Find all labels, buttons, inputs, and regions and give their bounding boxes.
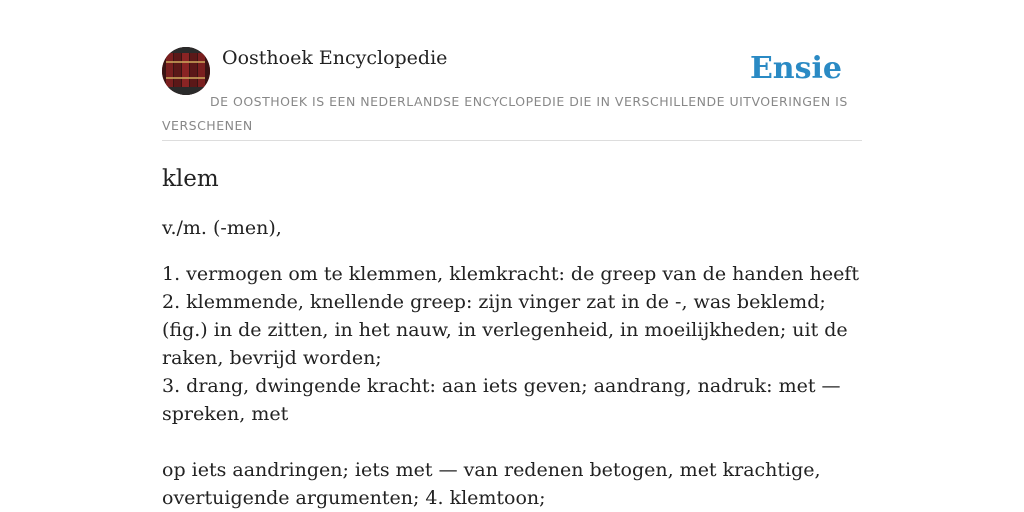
entry-grammar: v./m. (-men), [162, 217, 282, 239]
definition-continuation: op iets aandringen; iets met — van redenen betogen, met krachtige, overtuigende argumenten; 4. klemtoon; [162, 459, 821, 509]
paragraph-gap [162, 428, 872, 456]
entry-content [162, 162, 872, 512]
definition-line: 1. vermogen om te klemmen, klemkracht: de greep van de handen heeft [162, 263, 859, 285]
site-tagline: DE OOSTHOEK IS EEN NEDERLANDSE ENCYCLOPEDIE DIE IN VERSCHILLENDE UITVOERINGEN IS VERSCHENEN [162, 94, 848, 133]
entry-headword: klem [162, 166, 219, 192]
site-avatar[interactable] [162, 47, 210, 95]
definition-line: 3. drang, dwingende kracht: aan iets geven; aandrang, nadruk: met — spreken, met [162, 375, 841, 425]
brand-logo[interactable]: Ensie [749, 51, 842, 86]
definition-line: 2. klemmende, knellende greep: zijn vinger zat in de -, was beklemd; (fig.) in de zitten, in het nauw, in verlegenheid, in moeilijkheden; uit de raken, bevrijd worden; [162, 291, 848, 369]
entry-definition [162, 260, 872, 512]
site-title[interactable]: Oosthoek Encyclopedie [222, 47, 448, 69]
site-header [162, 40, 862, 141]
book-spines-icon [162, 47, 210, 95]
